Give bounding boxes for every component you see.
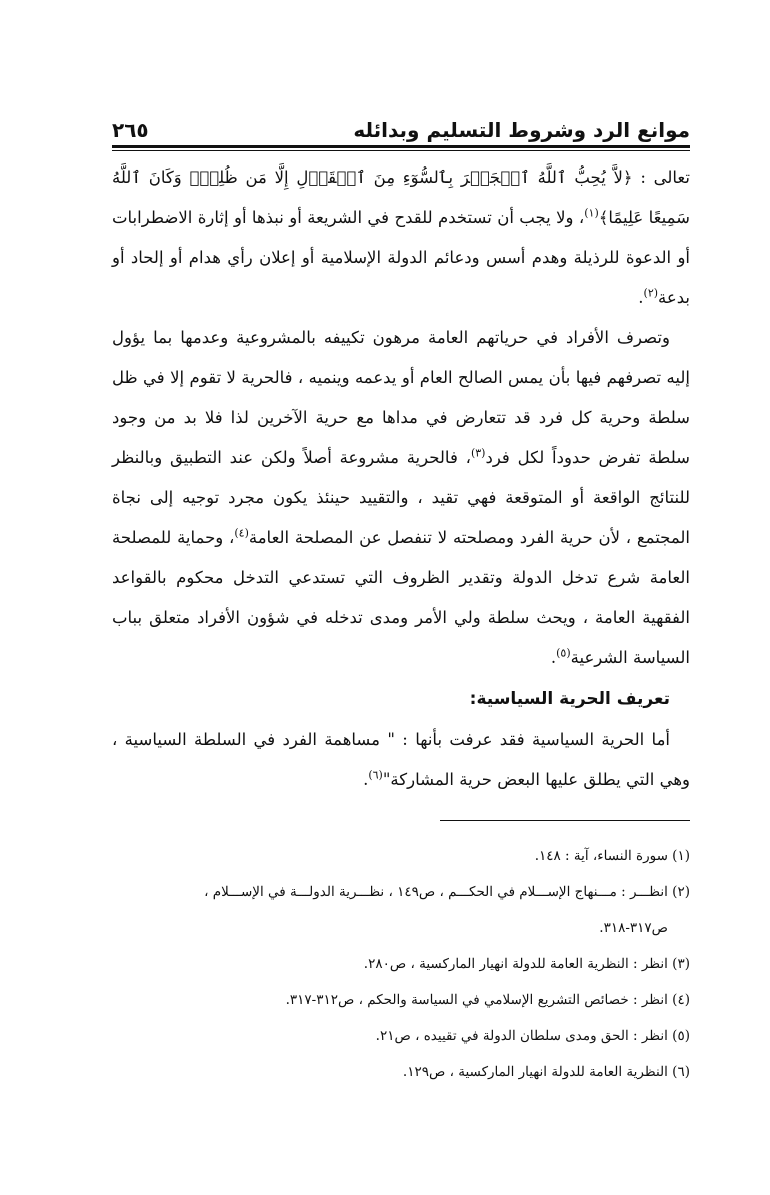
- paragraph-end: .: [550, 648, 557, 667]
- footnote-separator: [440, 820, 690, 821]
- footnote-ref: (٣): [470, 446, 486, 460]
- paragraph-text: وتصرف الأفراد في حرياتهم العامة مرهون تكييفه بالمشروعية وعدمها بما يؤول إليه تصرفهم فيها بأن يمس الصالح العام أو يدعمه وينميه ، فالحرية لا تقوم إلا في ظل سلطة وحرية كل فرد قد تتعارض في مداها مع حرية الآخرين لذا فلا بد من وجود سلطة تفرض حدوداً لكل فرد: [112, 328, 691, 467]
- paragraph: [112, 318, 690, 678]
- main-text: [112, 158, 690, 800]
- footnote-continuation: ص٣١٧-٣١٨.: [599, 920, 668, 936]
- paragraph-end: .: [363, 770, 369, 789]
- page-number: ٢٦٥: [112, 118, 149, 142]
- paragraph-text: ، وحماية للمصلحة العامة شرع تدخل الدولة وتقدير الظروف التي تستدعي التدخل محكوم بالقواعد الفقهية العامة ، ويحث سلطة ولي الأمر ومدى تدخله في شؤون الأفراد متعلق بباب السياسة الشرعية: [112, 528, 690, 667]
- paragraph: [112, 720, 690, 800]
- header-rule: [112, 145, 690, 148]
- section-heading: تعريف الحرية السياسية:: [469, 689, 670, 709]
- footnote-ref: (٥): [556, 646, 571, 660]
- paragraph-text: أما الحرية السياسية فقد عرفت بأنها : " مساهمة الفرد في السلطة السياسية ، وهي التي يطلق عليها البعض حرية المشاركة": [112, 730, 690, 789]
- footnotes: [112, 838, 690, 1090]
- footnote-ref: (٤): [234, 526, 249, 540]
- paragraph-text: ، فالحرية مشروعة أصلاً ولكن عند التطبيق وبالنظر للنتائج الواقعة أو المتوقعة فهي تقيد ، والتقييد حينئذ يكون مجرد توجيه إلى نجاة المجتمع ، لأن حرية الفرد ومصلحته لا تنفصل عن المصلحة العامة: [112, 448, 690, 547]
- footnote: (٣) انظر : النظرية العامة للدولة انهيار الماركسية ، ص٢٨٠.: [363, 956, 690, 972]
- footnote-ref: (١): [584, 206, 599, 220]
- footnote: (٦) النظرية العامة للدولة انهيار الماركسية ، ص١٢٩.: [402, 1064, 690, 1080]
- footnote: (٢) انظـــر : مـــنهاج الإســـلام في الحكـــم ، ص١٤٩ ، نظـــرية الدولـــة في الإســـلام ،: [204, 884, 690, 900]
- header-rule-thin: [112, 150, 690, 151]
- running-title: موانع الرد وشروط التسليم وبدائله: [353, 118, 690, 142]
- footnote-ref: (٢): [643, 286, 659, 300]
- footnote: (٤) انظر : خصائص التشريع الإسلامي في السياسة والحكم ، ص٣١٢-٣١٧.: [285, 992, 690, 1008]
- footnote: (١) سورة النساء، آية : ١٤٨.: [534, 848, 690, 864]
- footnote-ref: (٦): [368, 768, 383, 782]
- paragraph-text: ، ولا يجب أن تستخدم للقدح في الشريعة أو نبذها أو إثارة الاضطرابات أو الدعوة للرذيلة وهدم أسس ودعائم الدولة الإسلامية أو إعلان رأي هدام أو إلحاد أو بدعة: [112, 208, 690, 307]
- quran-verse: ﴿لاَّ يُحِبُّ ٱللَّهُ ٱلۡجَهۡرَ بِٱلسُّوٓءِ مِنَ ٱلۡقَوۡلِ إِلَّا مَن ظُلِمَۚ وَكَانَ ٱللَّهُ سَمِيعًا عَلِيمًا﴾: [112, 168, 690, 227]
- paragraph-end: .: [638, 288, 644, 307]
- footnote: (٥) انظر : الحق ومدى سلطان الدولة في تقييده ، ص٢١.: [375, 1028, 690, 1044]
- paragraph: [112, 158, 690, 318]
- paragraph-text: تعالى :: [632, 168, 690, 187]
